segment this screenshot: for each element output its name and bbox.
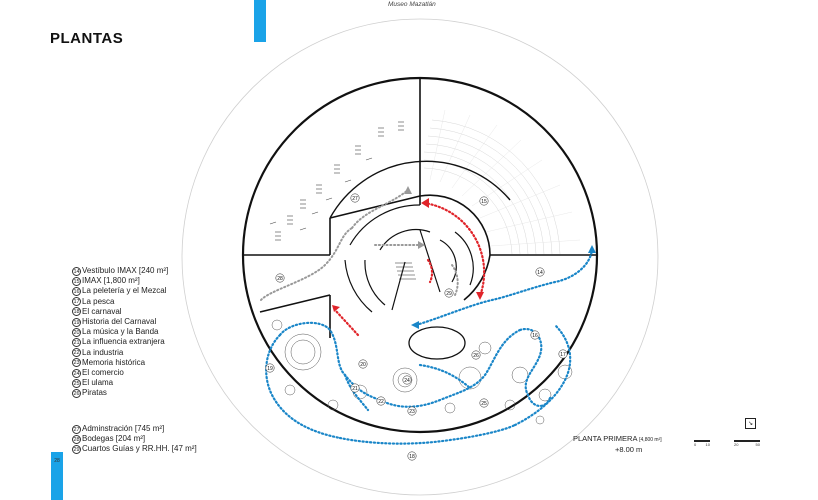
room-label-16: [531, 331, 539, 339]
svg-text:23: 23: [409, 409, 415, 415]
north-arrow-icon: ↘: [745, 418, 756, 429]
svg-text:20: 20: [360, 362, 366, 368]
room-label-28: [276, 274, 284, 282]
svg-text:22: 22: [378, 399, 384, 405]
svg-text:15: 15: [481, 199, 487, 205]
legend-number: 27: [73, 426, 80, 433]
legend-label: Historia del Carnaval: [82, 317, 157, 327]
legend-label: La peletería y el Mezcal: [82, 286, 167, 296]
legend-number: 25: [73, 380, 80, 387]
legend-item: [72, 348, 168, 358]
legend-item: [72, 327, 168, 337]
room-label-20: [359, 360, 367, 368]
legend-item: [72, 317, 168, 327]
legend-item: [72, 434, 197, 444]
legend-item: [72, 307, 168, 317]
legend-item: [72, 424, 197, 434]
legend-item: [72, 286, 168, 296]
legend-label: La industria: [82, 347, 124, 357]
legend-label: Memoria histórica: [82, 357, 146, 367]
floor-area: [4,800 m²]: [639, 437, 662, 443]
legend-number: 20: [73, 329, 80, 336]
room-label-24: [403, 376, 411, 384]
room-label-23: [408, 407, 416, 415]
legend-exhibits: [72, 266, 168, 399]
legend-label: La música y la Banda: [82, 327, 159, 337]
room-label-29: [445, 289, 453, 297]
floor-name: PLANTA PRIMERA: [573, 434, 638, 443]
legend-label: La pesca: [82, 296, 115, 306]
room-label-22: [377, 397, 385, 405]
legend-item: [72, 378, 168, 388]
legend-label: IMAX [1,800 m²]: [82, 276, 140, 286]
legend-label: Vestíbulo IMAX [240 m²]: [82, 266, 169, 275]
legend-label: Piratas: [82, 388, 107, 398]
legend-number: 21: [73, 340, 80, 347]
floor-title: [573, 434, 662, 443]
legend-label: El comercio: [82, 368, 124, 378]
room-label-14: [536, 268, 544, 276]
room-label-25: [480, 399, 488, 407]
legend-number: 17: [73, 299, 80, 306]
legend-item: [72, 388, 168, 398]
legend-number: 24: [73, 370, 80, 377]
floor-level: +8.00 m: [615, 445, 643, 454]
legend-label: Bodegas [204 m²]: [82, 434, 146, 444]
room-label-27: [351, 194, 359, 202]
room-label-19: [266, 364, 274, 372]
room-label-17: [559, 350, 567, 358]
central-oval: [409, 327, 465, 359]
scale-tick: 50: [755, 442, 760, 447]
scale-bar-small: [694, 440, 710, 447]
legend-item: [72, 444, 197, 454]
room-label-21: [351, 384, 359, 392]
document-header-title: Museo Mazatlán: [388, 1, 436, 8]
legend-services: [72, 424, 197, 455]
legend-item: [72, 358, 168, 368]
scale-tick: 10: [705, 442, 710, 447]
legend-number: 22: [73, 350, 80, 357]
legend-number: 29: [73, 447, 80, 453]
svg-text:29: 29: [446, 291, 452, 297]
legend-label: Adminstración [745 m²]: [82, 424, 165, 433]
legend-item: [72, 266, 168, 276]
legend-number: 18: [73, 309, 80, 316]
legend-number: 16: [73, 289, 80, 295]
legend-label: La influencia extranjera: [82, 337, 165, 347]
legend-label: El carnaval: [82, 306, 122, 316]
room-label-26: [472, 351, 480, 359]
legend-number: 23: [73, 360, 80, 367]
legend-item: [72, 276, 168, 286]
svg-text:14: 14: [537, 270, 543, 276]
svg-text:16: 16: [532, 333, 538, 339]
legend-label: Cuartos Guías y RR.HH. [47 m²]: [82, 444, 197, 454]
svg-text:26: 26: [473, 353, 479, 359]
scale-tick: 20: [734, 442, 739, 447]
legend-item: [72, 337, 168, 347]
legend-number: 26: [73, 391, 80, 398]
legend-number: 28: [73, 436, 80, 443]
scale-tick: 0: [694, 442, 697, 447]
room-label-15: [480, 197, 488, 205]
svg-text:19: 19: [267, 366, 273, 372]
room-label-18: [408, 452, 416, 460]
legend-item: [72, 368, 168, 378]
legend-number: 19: [73, 319, 80, 326]
legend-number: 14: [73, 268, 80, 275]
page-number: 28: [54, 458, 60, 464]
section-title: PLANTAS: [50, 30, 124, 47]
svg-text:27: 27: [352, 196, 358, 202]
svg-text:21: 21: [352, 386, 358, 392]
scale-bar-large: [734, 440, 760, 447]
svg-text:24: 24: [404, 378, 410, 384]
svg-text:18: 18: [409, 454, 415, 460]
legend-item: [72, 297, 168, 307]
svg-text:17: 17: [560, 352, 566, 358]
legend-number: 15: [73, 278, 80, 285]
svg-text:25: 25: [481, 401, 487, 407]
svg-text:28: 28: [277, 276, 283, 282]
legend-label: El ulama: [82, 378, 114, 388]
